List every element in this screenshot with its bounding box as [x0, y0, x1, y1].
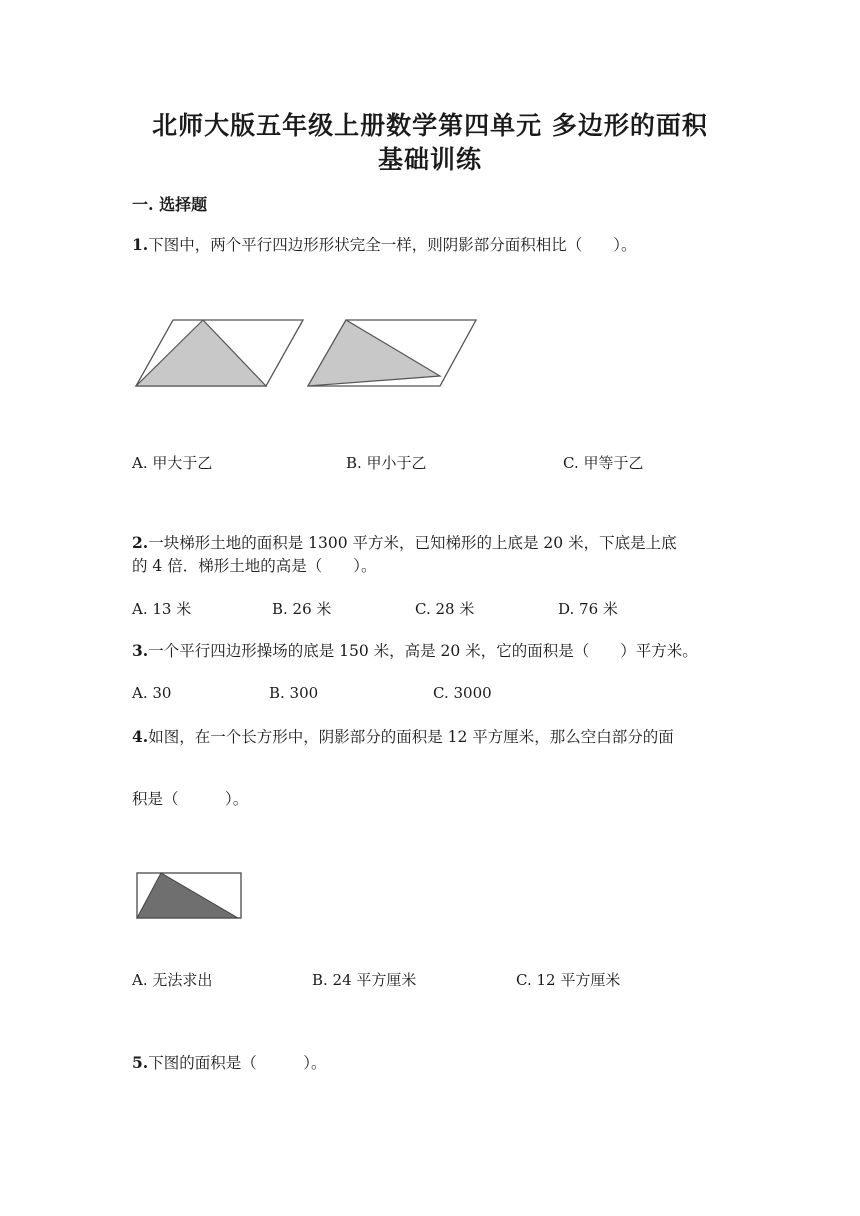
question-number: 1. — [132, 235, 149, 254]
question-text-line1: 一块梯形土地的面积是 1300 平方米，已知梯形的上底是 20 米，下底是上底 — [148, 534, 677, 552]
question-1-figure — [128, 312, 483, 394]
q2-option-c[interactable]: C. 28 米 — [415, 600, 475, 618]
question-text-line1: 如图，在一个长方形中，阴影部分的面积是 12 平方厘米，那么空白部分的面 — [148, 728, 674, 746]
question-3 — [132, 638, 698, 664]
q4-option-c[interactable]: C. 12 平方厘米 — [516, 971, 621, 989]
shaded-triangle-left — [136, 320, 266, 386]
q1-option-b[interactable]: B. 甲小于乙 — [346, 454, 427, 472]
q3-option-c[interactable]: C. 3000 — [433, 684, 492, 702]
page-subtitle: 基础训练 — [377, 145, 482, 174]
question-5 — [132, 1050, 326, 1076]
question-text: 下图中，两个平行四边形形状完全一样，则阴影部分面积相比（ ）。 — [148, 236, 637, 254]
q2-option-a[interactable]: A. 13 米 — [132, 600, 192, 618]
q2-option-d[interactable]: D. 76 米 — [558, 600, 618, 618]
question-4-line2: 积是（ ）。 — [132, 790, 249, 808]
q4-option-b[interactable]: B. 24 平方厘米 — [312, 971, 417, 989]
q3-option-b[interactable]: B. 300 — [269, 684, 319, 702]
q4-option-a[interactable]: A. 无法求出 — [132, 971, 213, 989]
question-4 — [132, 724, 674, 750]
question-number: 3. — [132, 641, 149, 660]
question-number: 4. — [132, 727, 149, 746]
q1-option-a[interactable]: A. 甲大于乙 — [132, 454, 213, 472]
question-1 — [132, 232, 636, 258]
page-title: 北师大版五年级上册数学第四单元 多边形的面积 — [152, 111, 708, 140]
shaded-triangle-right — [308, 320, 440, 386]
shaded-triangle — [137, 873, 238, 918]
question-text: 下图的面积是（ ）。 — [148, 1054, 327, 1072]
q1-option-c[interactable]: C. 甲等于乙 — [563, 454, 644, 472]
question-text: 一个平行四边形操场的底是 150 米，高是 20 米，它的面积是（ ）平方米。 — [148, 642, 698, 660]
question-number: 2. — [132, 533, 149, 552]
question-number: 5. — [132, 1053, 149, 1072]
q3-option-a[interactable]: A. 30 — [132, 684, 172, 702]
question-2-line2: 的 4 倍．梯形土地的高是（ ）。 — [132, 557, 377, 575]
question-4-figure — [134, 870, 244, 922]
q2-option-b[interactable]: B. 26 米 — [272, 600, 332, 618]
section-heading: 一. 选择题 — [132, 195, 208, 214]
